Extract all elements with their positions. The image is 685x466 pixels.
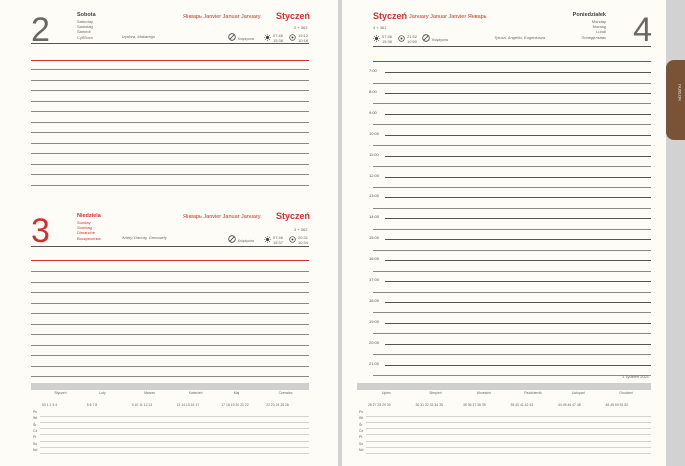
- month-name: Lipiec: [381, 391, 391, 395]
- weekday-label: Pt: [33, 435, 37, 440]
- sunrise: 07:46: [273, 235, 284, 240]
- ruled-line: [31, 282, 309, 283]
- ruled-line: [31, 376, 309, 377]
- hour-label: 18:00: [369, 297, 380, 303]
- half-hour-line: [373, 250, 651, 251]
- hour-line: [385, 114, 651, 115]
- sunrise: 07:46: [382, 34, 393, 39]
- namedays: Izydora, Makarego: [122, 34, 156, 39]
- ruled-line: [31, 153, 309, 154]
- day-name-fr: Samedi: [77, 29, 91, 34]
- half-hour-line: [373, 83, 651, 84]
- ruled-line: [31, 292, 309, 293]
- day-name-de: Samstag: [77, 24, 93, 29]
- week-numbers: 17 18 19 20 21 22: [221, 403, 249, 407]
- weekday-label: Pt: [359, 435, 363, 440]
- day-number: 2: [31, 11, 50, 49]
- hour-label: 9:00: [369, 109, 377, 115]
- sunrise: 07:46: [273, 33, 284, 38]
- ruled-line: [31, 143, 309, 144]
- week-numbers: 53 1 2 3 4: [42, 403, 58, 407]
- hour-line: [385, 260, 651, 261]
- calendar-row-rule: [366, 447, 651, 448]
- half-hour-line: [373, 145, 651, 146]
- calendar-row-rule: [366, 441, 651, 442]
- calendar-row-rule: [40, 422, 309, 423]
- right-page: [342, 0, 666, 466]
- ruled-line: [31, 334, 309, 335]
- hour-line: [385, 344, 651, 345]
- day-name-de: Sonntag: [77, 225, 92, 230]
- header-rule: [31, 246, 309, 247]
- day-number: 4: [633, 11, 652, 49]
- moonset: 10:18: [298, 38, 309, 43]
- moon-icon: [398, 35, 405, 42]
- calendar-row-rule: [366, 422, 651, 423]
- red-rule: [31, 60, 309, 61]
- day-number: 3: [31, 212, 50, 250]
- calendar-row-rule: [40, 447, 309, 448]
- hour-label: 15:00: [369, 235, 380, 241]
- moonset: 10:34: [298, 240, 309, 245]
- hour-label: 16:00: [369, 256, 380, 262]
- weekday-label: Wt: [33, 416, 38, 421]
- month-name: Sierpień: [429, 391, 442, 395]
- hour-line: [385, 72, 651, 73]
- hour-line: [385, 218, 651, 219]
- hour-line: [385, 197, 651, 198]
- day-name-de: Montag: [592, 24, 606, 29]
- ruled-line: [31, 355, 309, 356]
- ruled-line: [31, 303, 309, 304]
- half-hour-line: [373, 208, 651, 209]
- month-name: Listopad: [571, 391, 585, 395]
- month-name: Styczeń: [276, 211, 311, 221]
- half-hour-line: [373, 312, 651, 313]
- weekday-label: Wt: [359, 416, 364, 421]
- header-rule: [31, 43, 309, 44]
- moonrise: 19:12: [298, 33, 309, 38]
- ruled-line: [31, 80, 309, 81]
- ruled-line: [31, 69, 309, 70]
- ruled-line: [31, 111, 309, 112]
- weekday-label: Pn: [359, 410, 364, 414]
- day-name: Sobota: [77, 12, 96, 18]
- day-name-ru: Субботa: [77, 35, 93, 40]
- month-header: January Januar Janvier Январь: [409, 14, 487, 20]
- month-name: Grudzień: [619, 391, 634, 395]
- hour-label: 21:00: [369, 360, 380, 366]
- week-numbers: 44 45 46 47 48: [558, 403, 581, 407]
- day-name-en: Sunday: [77, 220, 91, 225]
- calendar-row-rule: [366, 416, 651, 417]
- ruled-line: [31, 271, 309, 272]
- hour-line: [385, 323, 651, 324]
- month-name: Luty: [99, 391, 106, 395]
- ruled-line: [31, 164, 309, 165]
- hour-label: 20:00: [369, 339, 380, 345]
- left-page: [0, 0, 338, 466]
- ruled-line: [31, 324, 309, 325]
- weekday-label: Śr: [359, 422, 363, 427]
- week-numbers: 5 6 7 8: [86, 403, 98, 407]
- calendar-row-rule: [40, 428, 309, 429]
- notes-tab-label: NOTATKI: [676, 84, 682, 101]
- month-name: Maj: [233, 391, 240, 395]
- red-rule: [31, 260, 309, 261]
- month-name: Styczeń: [276, 11, 311, 21]
- day-count: 2 + 363: [294, 25, 308, 30]
- day-count: 4 + 361: [373, 25, 387, 30]
- month-name: Październik: [524, 391, 542, 395]
- moon-icon: [289, 34, 296, 41]
- day-name-en: Saturday: [77, 19, 94, 24]
- sun-icon: [264, 34, 271, 41]
- day-name: Poniedziałek: [572, 12, 606, 18]
- month-name: Styczeń: [373, 11, 408, 21]
- red-rule: [373, 61, 651, 62]
- hour-line: [385, 135, 651, 136]
- ruled-line: [31, 185, 309, 186]
- sunset: 15:37: [273, 240, 284, 245]
- day-name-fr: Lundi: [596, 29, 606, 34]
- day-name-ru: Понедельник: [581, 35, 606, 40]
- namedays: Tytusa, Angeliki, Eugeniusza: [494, 35, 545, 40]
- calendar-row-rule: [40, 416, 309, 417]
- moon-phase-icon: [422, 34, 430, 42]
- hour-label: 13:00: [369, 193, 380, 199]
- month-header: Январь Janvier Januar January: [183, 214, 261, 220]
- day-name-ru: Воскресенье: [77, 236, 101, 241]
- namedays: Arlety, Danuty, Genowefy: [122, 235, 167, 240]
- month-header: Январь Janvier Januar January: [183, 14, 261, 20]
- day-name-en: Monday: [591, 19, 606, 24]
- calendar-bar: [31, 383, 309, 390]
- moon-label: Księżyców: [238, 37, 255, 41]
- half-hour-line: [373, 271, 651, 272]
- day-name: Niedziela: [77, 213, 101, 219]
- half-hour-line: [373, 187, 651, 188]
- half-hour-line: [373, 354, 651, 355]
- header-rule: [373, 46, 651, 47]
- half-hour-line: [373, 229, 651, 230]
- ruled-line: [31, 90, 309, 91]
- moon-label: Księżyców: [238, 239, 255, 243]
- weekday-label: So: [359, 441, 364, 446]
- month-name: Styczeń: [54, 391, 67, 395]
- half-hour-line: [373, 333, 651, 334]
- hour-line: [385, 239, 651, 240]
- week-numbers: 30 31 32 33 34 35: [415, 403, 443, 407]
- calendar-row-rule: [366, 453, 651, 454]
- ruled-line: [31, 174, 309, 175]
- calendar-row-rule: [40, 441, 309, 442]
- moon-phase-icon: [228, 235, 236, 243]
- moon-phase-icon: [228, 33, 236, 41]
- ruled-line: [31, 345, 309, 346]
- week-numbers: 22 23 24 25 26: [266, 403, 289, 407]
- ruled-line: [31, 101, 309, 102]
- calendar-row-rule: [40, 453, 309, 454]
- month-name: Marzec: [144, 391, 156, 395]
- half-hour-line: [373, 166, 651, 167]
- hour-label: 8:00: [369, 88, 377, 94]
- day-name-fr: Dimanche: [77, 230, 96, 235]
- month-name: Wrzesień: [476, 391, 491, 395]
- moonrise: 21:52: [407, 34, 418, 39]
- sun-icon: [264, 236, 271, 243]
- weekday-label: Śr: [33, 422, 37, 427]
- ruled-line: [31, 132, 309, 133]
- weekday-label: Cz: [33, 428, 38, 433]
- half-hour-line: [373, 375, 651, 376]
- calendar-row-rule: [40, 434, 309, 435]
- week-numbers: 26 27 28 29 30: [368, 403, 391, 407]
- hour-line: [385, 281, 651, 282]
- sun-icon: [373, 35, 380, 42]
- moonrise: 20:31: [298, 235, 309, 240]
- sunset: 15:38: [382, 39, 393, 44]
- moonset: 10:50: [407, 39, 418, 44]
- hour-line: [385, 156, 651, 157]
- half-hour-line: [373, 103, 651, 104]
- hour-label: 19:00: [369, 318, 380, 324]
- weekday-label: So: [33, 441, 38, 446]
- ruled-line: [31, 122, 309, 123]
- hour-label: 7:00: [369, 68, 377, 73]
- hour-line: [385, 177, 651, 178]
- half-hour-line: [373, 292, 651, 293]
- notes-tab[interactable]: [666, 60, 685, 140]
- moon-label: Księżyców: [432, 38, 449, 42]
- weekday-label: Nd: [33, 447, 38, 452]
- hour-line: [385, 365, 651, 366]
- day-count: 3 + 362: [294, 227, 308, 232]
- sunset: 15:38: [273, 38, 284, 43]
- calendar-row-rule: [366, 434, 651, 435]
- week-numbers: 13 14 15 16 17: [176, 403, 200, 407]
- ruled-line: [31, 313, 309, 314]
- half-hour-line: [373, 124, 651, 125]
- month-name: Kwiecień: [188, 391, 203, 395]
- hour-line: [385, 302, 651, 303]
- hour-label: 11:00: [369, 151, 379, 157]
- calendar-row-rule: [366, 428, 651, 429]
- month-name: Czerwiec: [278, 391, 293, 395]
- hour-label: 17:00: [369, 277, 380, 282]
- week-numbers: 39 40 41 42 43: [510, 403, 534, 407]
- week-numbers: 9 10 11 12 13: [131, 403, 153, 407]
- calendar-bar: [357, 383, 651, 390]
- hour-label: 10:00: [369, 130, 380, 136]
- week-numbers: 35 36 37 38 39: [463, 403, 486, 407]
- weekday-label: Pn: [33, 410, 38, 414]
- weekday-label: Nd: [359, 447, 364, 452]
- week-label: 1 Tydzień 2021: [621, 374, 649, 379]
- hour-line: [385, 93, 651, 94]
- weekday-label: Cz: [359, 428, 364, 433]
- ruled-line: [31, 366, 309, 367]
- week-numbers: 48 49 50 51 52: [605, 403, 629, 407]
- hour-label: 14:00: [369, 214, 380, 220]
- moon-icon: [289, 236, 296, 243]
- hour-label: 12:00: [369, 172, 380, 178]
